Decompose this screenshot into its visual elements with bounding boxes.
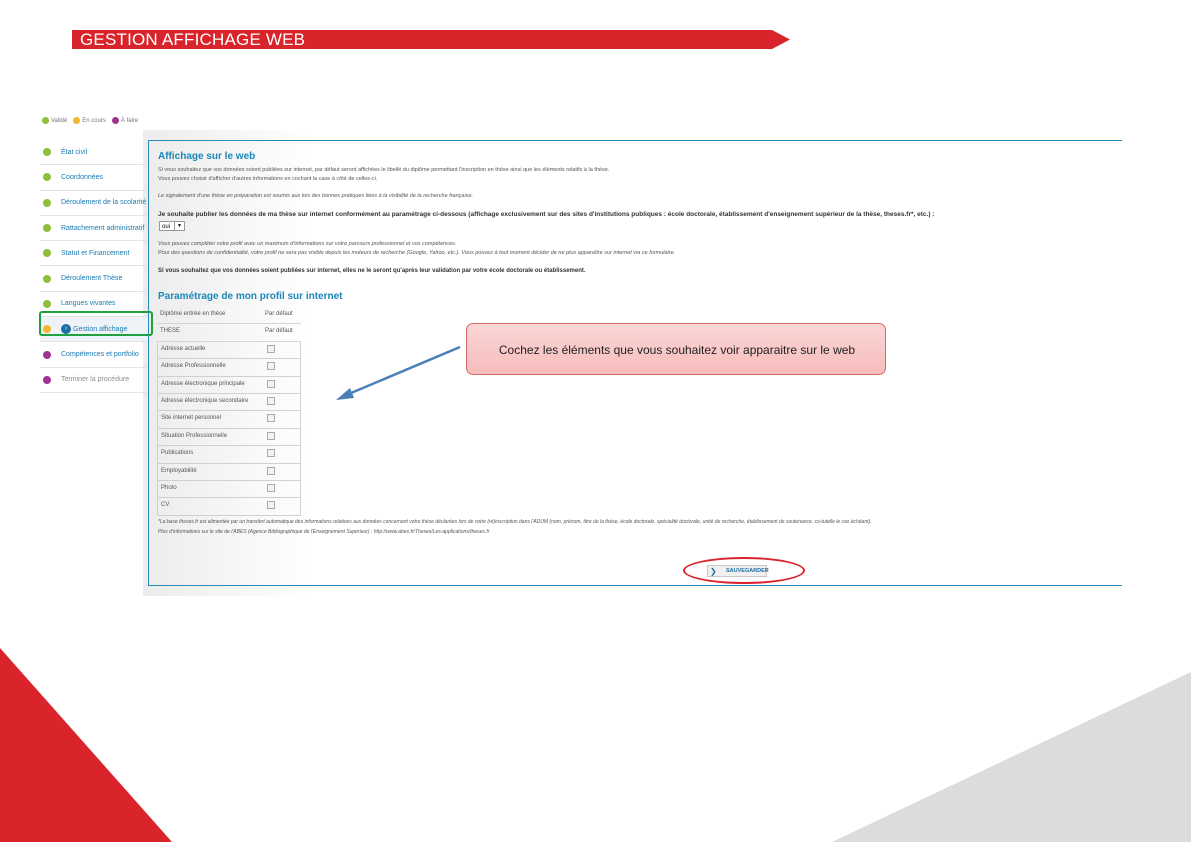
section-title: Affichage sur le web bbox=[158, 151, 256, 162]
panel-left-border bbox=[148, 140, 149, 586]
sidebar-item-gestion-affichage[interactable]: › Gestion affichage bbox=[40, 317, 148, 342]
save-highlight-ellipse bbox=[683, 557, 805, 584]
legend-item: À faire bbox=[112, 117, 138, 124]
intro-text: Si vous souhaitez que vos données soient publiées sur internet, par défaut seront affichées le libellé du diplôme permettant l'inscription en thèse ainsi que les éléments relatifs à la thèse. bbox=[158, 167, 610, 173]
panel-bottom-border bbox=[148, 585, 1122, 586]
sidebar-item-etat-civil[interactable]: État civil bbox=[40, 140, 148, 165]
checkbox-email-secondaire[interactable] bbox=[267, 397, 275, 405]
check-icon bbox=[43, 249, 51, 257]
sidebar-item-rattachement[interactable]: Rattachement administratif bbox=[40, 216, 148, 241]
check-icon bbox=[43, 173, 51, 181]
check-icon bbox=[43, 300, 51, 308]
table-row: Photo bbox=[157, 481, 301, 498]
check-icon bbox=[43, 275, 51, 283]
panel-top-border bbox=[148, 140, 1122, 141]
instruction-callout bbox=[466, 323, 886, 375]
checkbox-adresse-actuelle[interactable] bbox=[267, 345, 275, 353]
note-text: Pour des questions de confidentialité, votre profil ne sera pas visible depuis les moteurs de recherche (Google, Yahoo, etc.). Vous pouvez à tout moment décider de ne plus apparaître sur internet via ce formulaire. bbox=[158, 250, 676, 256]
table-row: Employabilité bbox=[157, 464, 301, 481]
info-text: Le signalement d'une thèse en préparation est soumis aux lois des bonnes pratiques liées à la visibilité de la recherche française. bbox=[158, 193, 474, 199]
status-legend bbox=[42, 117, 138, 124]
decorative-grey-triangle bbox=[832, 672, 1191, 842]
note-text: Vous pouvez compléter votre profil avec un maximum d'informations sur votre parcours professionnel et vos compétences. bbox=[158, 241, 457, 247]
checkbox-publications[interactable] bbox=[267, 449, 275, 457]
sidebar-item-deroulement-these[interactable]: Déroulement Thèse bbox=[40, 266, 148, 291]
checkbox-employabilite[interactable] bbox=[267, 467, 275, 475]
publish-question: Je souhaite publier les données de ma thèse sur internet conformément au paramétrage ci-dessous (affichage exclusivement sur des sites d'institutions publiques : école doctorale, établissement d'enseignement supérieur de la thèse, theses.fr*, etc.) : bbox=[158, 211, 935, 218]
sidebar-nav bbox=[40, 140, 148, 393]
check-icon bbox=[43, 224, 51, 232]
validation-note: Si vous souhaitez que vos données soient publiées sur internet, elles ne le seront qu'après leur validation par votre école doctorale ou établissement. bbox=[158, 268, 586, 274]
active-item-highlight bbox=[39, 311, 153, 336]
callout-text: Cochez les éléments que vous souhaitez voir apparaitre sur le web bbox=[498, 343, 856, 357]
pointer-arrow-icon bbox=[330, 340, 465, 405]
table-row: Situation Professionnelle bbox=[157, 429, 301, 446]
intro-text: Vous pouvez choisir d'afficher d'autres informations en cochant la case à côté de celles-ci. bbox=[158, 176, 378, 182]
footnote-text: *La base theses.fr est alimentée par un transfert automatique des informations relatives aux données concernant votre thèse déclarées lors de votre (ré)inscription dans l'ADUM (nom, prénom, titre de la thèse, école doctorale, spécialité doctorale, unité de recherche, établissement de soutenance, co-tutelle le cas échéant). bbox=[158, 519, 872, 525]
table-row: Adresse Professionnelle bbox=[157, 359, 301, 376]
check-icon bbox=[43, 148, 51, 156]
sidebar-item-langues[interactable]: Langues vivantes bbox=[40, 292, 148, 317]
checkbox-situation-pro[interactable] bbox=[267, 432, 275, 440]
sidebar-item-competences[interactable]: Compétences et portfolio bbox=[40, 342, 148, 367]
todo-icon bbox=[43, 351, 51, 359]
todo-icon bbox=[43, 376, 51, 384]
table-row: Adresse actuelle bbox=[157, 342, 301, 359]
chevron-right-icon: ❯ bbox=[710, 567, 717, 576]
checkbox-adresse-professionnelle[interactable] bbox=[267, 362, 275, 370]
decorative-red-triangle bbox=[0, 648, 172, 842]
footnote-link[interactable]: Plus d'informations sur le site de l'ABES (Agence Bibliographique de l'Enseignement Supérieur) : http://www.abes.fr/Theses/Les-applications/theses.fr bbox=[158, 529, 490, 535]
sidebar-item-financement[interactable]: Statut et Financement bbox=[40, 241, 148, 266]
page-title: GESTION AFFICHAGE WEB bbox=[80, 30, 306, 49]
legend-item: Validé bbox=[42, 117, 67, 124]
legend-item: En cours bbox=[73, 117, 106, 124]
chevron-down-icon: ▼ bbox=[174, 222, 184, 230]
table-row: Adresse électronique principale bbox=[157, 377, 301, 394]
check-icon bbox=[42, 117, 49, 124]
sidebar-item-terminer[interactable]: Terminer la procédure bbox=[40, 368, 148, 393]
profile-section-title: Paramétrage de mon profil sur internet bbox=[158, 291, 343, 302]
table-row: CV bbox=[157, 498, 301, 515]
table-row: Diplôme entrée en thèse Par défaut bbox=[157, 307, 301, 324]
publish-select[interactable]: oui ▼ bbox=[159, 221, 185, 231]
table-row: Site internet personnel bbox=[157, 411, 301, 428]
checkbox-photo[interactable] bbox=[267, 484, 275, 492]
save-button[interactable]: ❯ SAUVEGARDER bbox=[707, 565, 767, 577]
profile-settings-table bbox=[157, 307, 301, 516]
pending-icon bbox=[73, 117, 80, 124]
sidebar-item-coordonnees[interactable]: Coordonnées bbox=[40, 165, 148, 190]
check-icon bbox=[43, 199, 51, 207]
table-row: Adresse électronique secondaire bbox=[157, 394, 301, 411]
checkbox-email-principal[interactable] bbox=[267, 380, 275, 388]
table-row: THESE Par défaut bbox=[157, 324, 301, 341]
chevron-right-icon: › bbox=[61, 324, 71, 334]
table-row: Publications bbox=[157, 446, 301, 463]
checkbox-cv[interactable] bbox=[267, 501, 275, 509]
todo-icon bbox=[112, 117, 119, 124]
checkbox-site-internet[interactable] bbox=[267, 414, 275, 422]
sidebar-item-scolarite[interactable]: Déroulement de la scolarité bbox=[40, 191, 148, 216]
